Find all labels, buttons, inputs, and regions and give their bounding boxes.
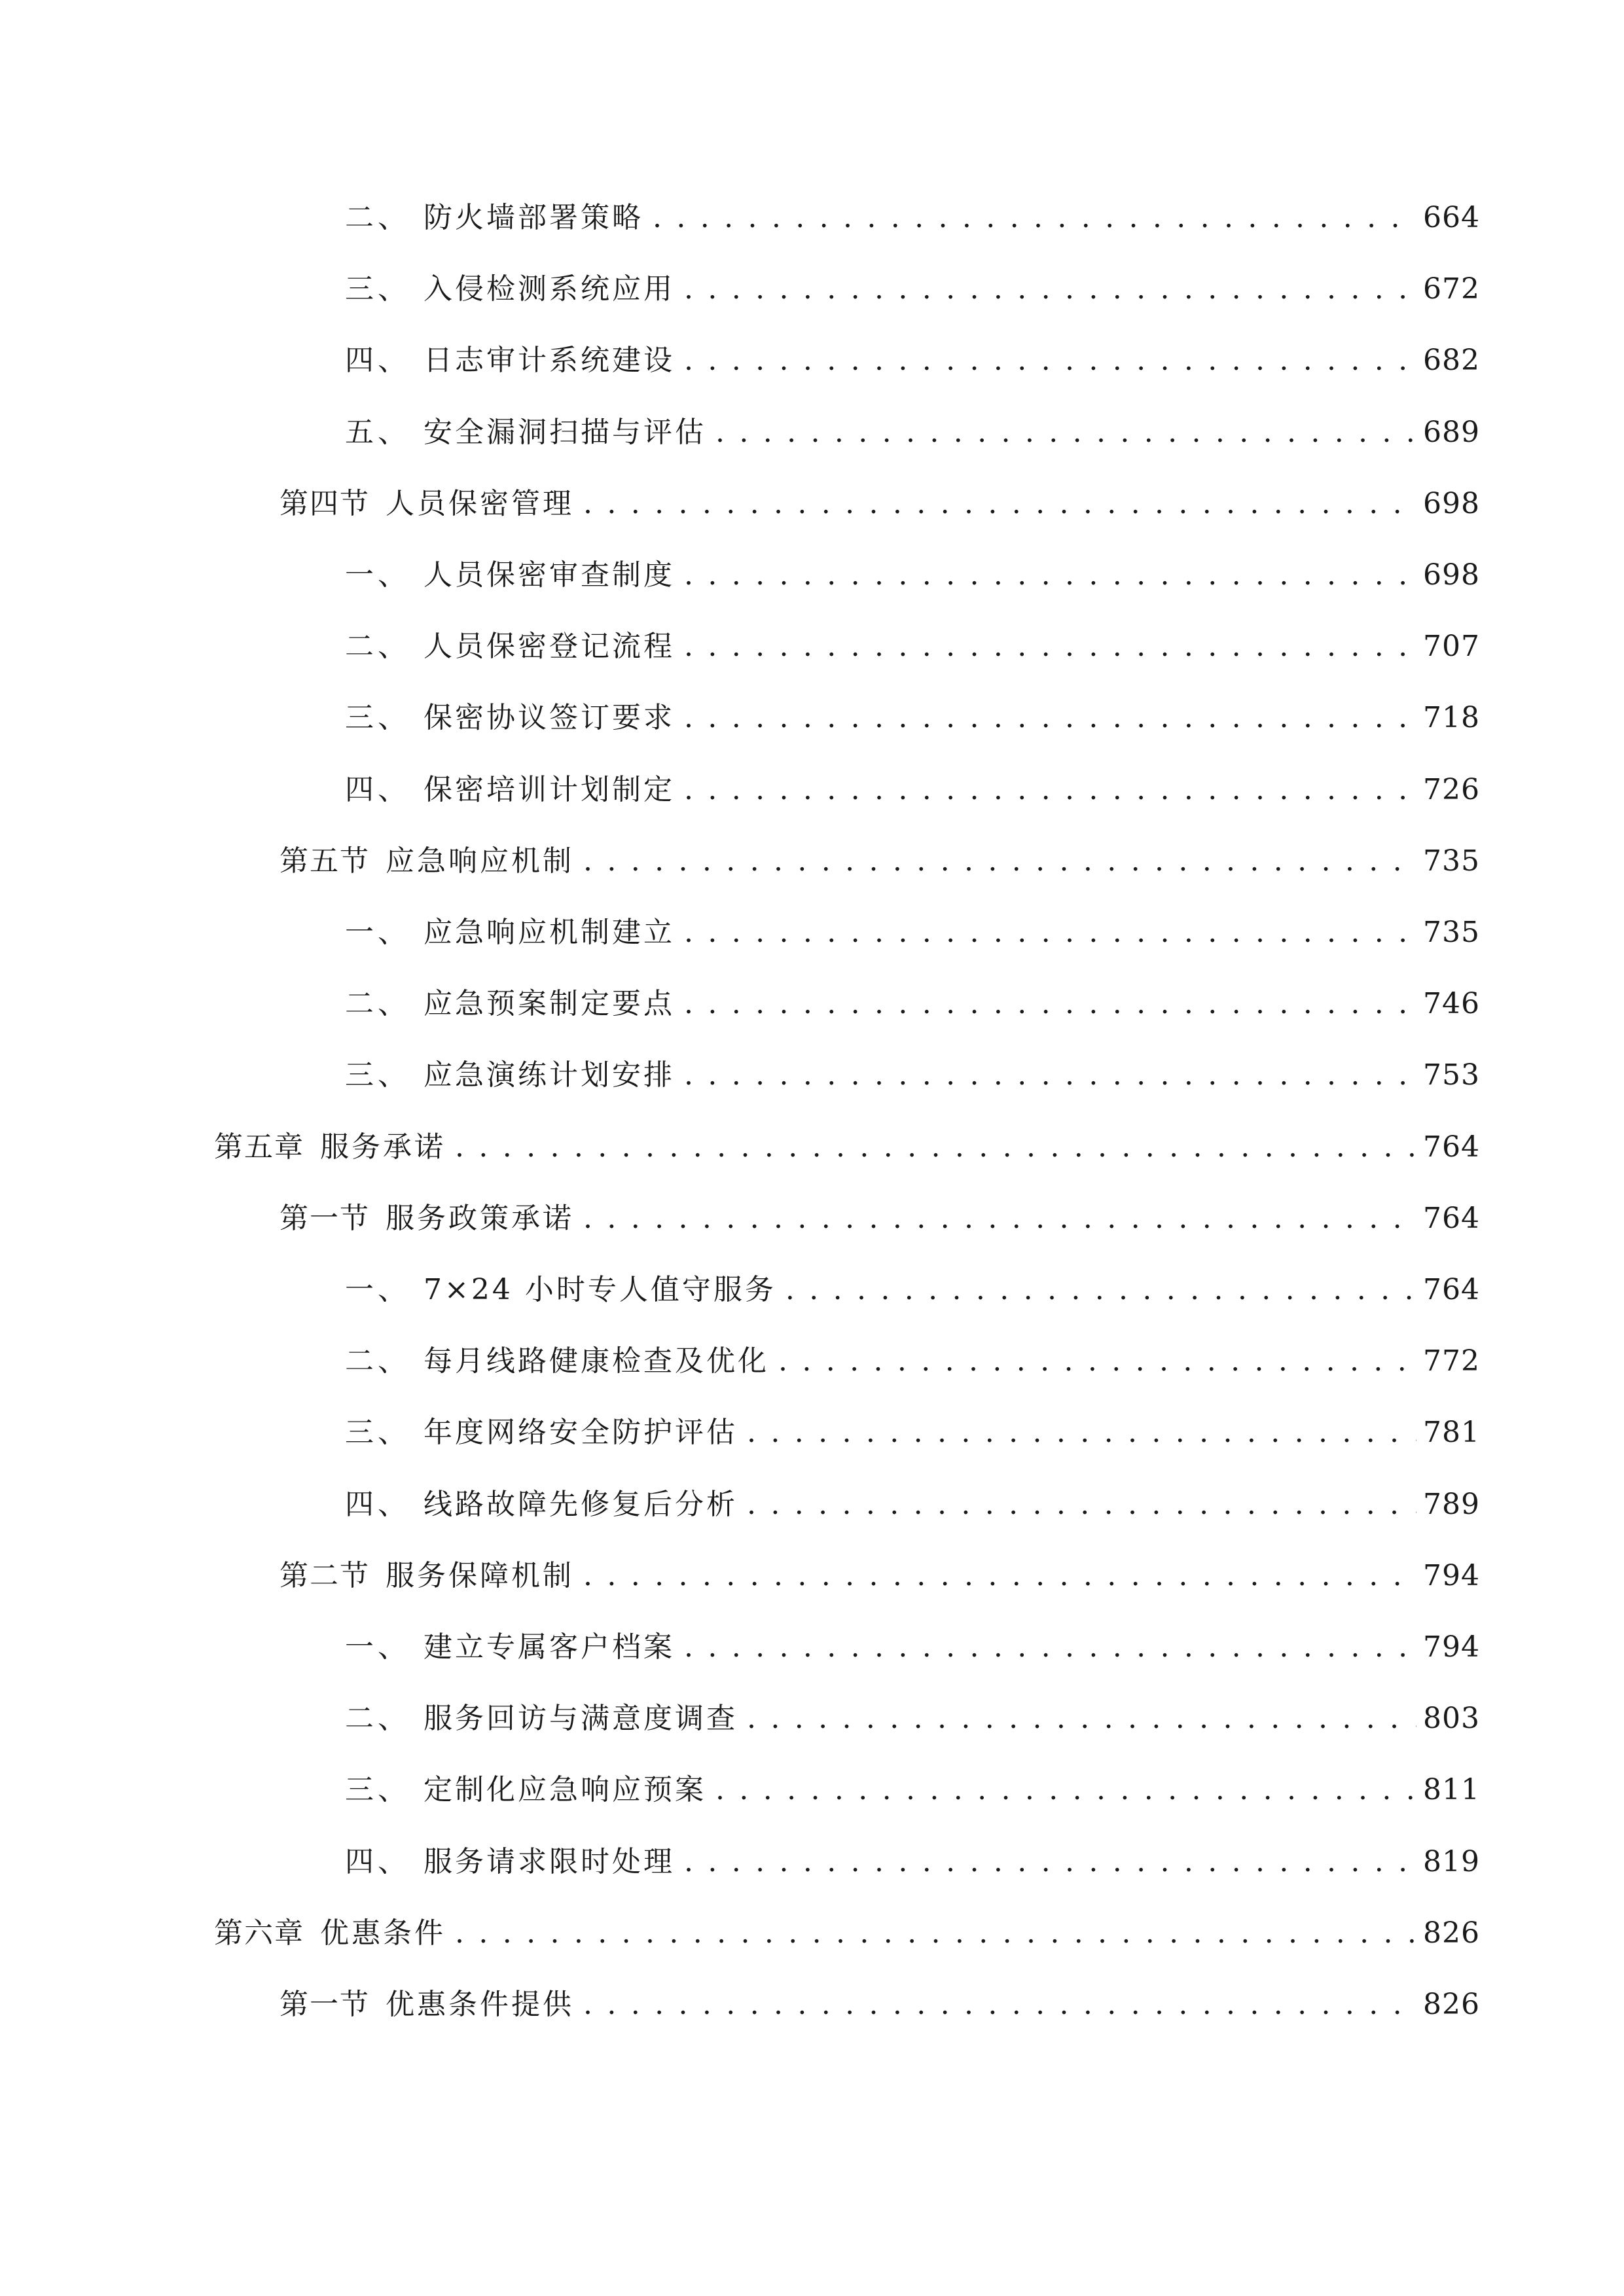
toc-entry[interactable] (280, 832, 1480, 891)
toc-entry-page-number: 726 (1423, 772, 1480, 806)
toc-entry-page-number: 781 (1423, 1416, 1480, 1450)
toc-entry-page-number: 718 (1423, 701, 1480, 735)
toc-dot-leader (583, 1547, 1416, 1605)
toc-entry-title: 优惠条件 (320, 1916, 446, 1950)
toc-entry-page-number: 803 (1423, 1702, 1480, 1736)
toc-entry-number: 一、 (345, 1273, 410, 1306)
toc-entry[interactable] (345, 975, 1480, 1033)
toc-entry[interactable] (345, 1261, 1480, 1319)
toc-entry-number: 二、 (345, 1702, 410, 1736)
toc-entry-title: 服务保障机制 (386, 1558, 574, 1592)
toc-entry[interactable] (345, 761, 1480, 819)
toc-dot-leader (747, 1403, 1416, 1462)
toc-dot-leader (583, 832, 1416, 891)
toc-entry[interactable] (280, 1975, 1480, 2034)
toc-entry-page-number: 764 (1423, 1130, 1480, 1164)
toc-entry-title: 保密协议签订要求 (424, 701, 675, 735)
toc-entry-number: 四、 (345, 1844, 410, 1878)
toc-entry-title: 保密培训计划制定 (424, 772, 675, 806)
toc-entry-number: 三、 (345, 701, 410, 735)
toc-dot-leader (785, 1261, 1416, 1319)
toc-entry-title: 人员保密登记流程 (424, 630, 675, 664)
toc-dot-leader (684, 331, 1416, 390)
toc-entry-number: 三、 (345, 1058, 410, 1092)
toc-entry-number: 第一节 (280, 1201, 370, 1235)
toc-dot-leader (684, 617, 1416, 676)
toc-entry-number: 四、 (345, 1487, 410, 1521)
toc-entry-page-number: 707 (1423, 630, 1480, 664)
toc-entry-title: 服务承诺 (320, 1130, 446, 1164)
toc-dot-leader (684, 260, 1416, 319)
toc-entry-page-number: 664 (1423, 201, 1480, 234)
toc-entry-title: 应急响应机制 (386, 844, 574, 878)
toc-entry-title: 服务回访与满意度调查 (424, 1702, 738, 1736)
toc-dot-leader (455, 1904, 1416, 1963)
toc-entry-number: 一、 (345, 1630, 410, 1664)
toc-entry-number: 四、 (345, 344, 410, 378)
toc-entry-title: 应急响应机制建立 (424, 916, 675, 949)
toc-dot-leader (747, 1475, 1416, 1534)
toc-entry[interactable] (345, 403, 1480, 462)
toc-entry[interactable] (345, 1332, 1480, 1391)
toc-entry[interactable] (345, 1046, 1480, 1105)
toc-dot-leader (684, 689, 1416, 747)
toc-entry[interactable] (345, 1761, 1480, 1820)
toc-entry-page-number: 682 (1423, 344, 1480, 378)
toc-dot-leader (583, 1189, 1416, 1248)
toc-dot-leader (684, 546, 1416, 605)
toc-entry-number: 第一节 (280, 1988, 370, 2021)
toc-entry-title: 应急演练计划安排 (424, 1058, 675, 1092)
toc-entry[interactable] (345, 1475, 1480, 1534)
toc-entry-page-number: 794 (1423, 1558, 1480, 1592)
toc-entry-page-number: 826 (1423, 1916, 1480, 1950)
toc-entry-number: 第六章 (214, 1916, 304, 1950)
toc-entry-number: 二、 (345, 201, 410, 234)
toc-entry-page-number: 764 (1423, 1273, 1480, 1306)
toc-entry[interactable] (345, 546, 1480, 605)
toc-entry-page-number: 753 (1423, 1058, 1480, 1092)
toc-entry-number: 三、 (345, 272, 410, 306)
toc-entry-number: 第二节 (280, 1558, 370, 1592)
toc-dot-leader (715, 403, 1416, 462)
toc-dot-leader (684, 903, 1416, 962)
toc-entry-title: 7×24 小时专人值守服务 (424, 1273, 776, 1306)
toc-entry[interactable] (345, 689, 1480, 747)
toc-entry[interactable] (345, 1689, 1480, 1748)
toc-entry-title: 优惠条件提供 (386, 1988, 574, 2021)
toc-entry-page-number: 735 (1423, 916, 1480, 949)
toc-entry-number: 第五章 (214, 1130, 304, 1164)
toc-entry-number: 二、 (345, 630, 410, 664)
toc-entry-number: 一、 (345, 558, 410, 592)
toc-dot-leader (684, 975, 1416, 1033)
toc-entry[interactable] (214, 1118, 1480, 1177)
toc-entry[interactable] (345, 903, 1480, 962)
toc-entry[interactable] (280, 1189, 1480, 1248)
toc-entry[interactable] (345, 188, 1480, 247)
toc-entry-title: 建立专属客户档案 (424, 1630, 675, 1664)
toc-dot-leader (778, 1332, 1416, 1391)
toc-entry-page-number: 764 (1423, 1201, 1480, 1235)
toc-entry-number: 第四节 (280, 486, 370, 520)
toc-entry-title: 防火墙部署策略 (424, 201, 643, 234)
toc-entry[interactable] (280, 475, 1480, 533)
toc-entry-number: 五、 (345, 415, 410, 449)
toc-entry-page-number: 794 (1423, 1630, 1480, 1664)
toc-entry-page-number: 826 (1423, 1988, 1480, 2021)
toc-entry[interactable] (345, 617, 1480, 676)
toc-dot-leader (583, 475, 1416, 533)
toc-entry-number: 二、 (345, 987, 410, 1021)
toc-entry-page-number: 698 (1423, 486, 1480, 520)
toc-entry-page-number: 789 (1423, 1487, 1480, 1521)
toc-entry-number: 三、 (345, 1773, 410, 1807)
toc-entry[interactable] (345, 260, 1480, 319)
toc-dot-leader (684, 1046, 1416, 1105)
toc-dot-leader (747, 1689, 1416, 1748)
toc-entry[interactable] (345, 1833, 1480, 1892)
toc-entry-title: 线路故障先修复后分析 (424, 1487, 738, 1521)
toc-entry-title: 定制化应急响应预案 (424, 1773, 706, 1807)
toc-entry-title: 服务请求限时处理 (424, 1844, 675, 1878)
toc-entry-title: 入侵检测系统应用 (424, 272, 675, 306)
toc-entry[interactable] (214, 1904, 1480, 1963)
toc-entry-page-number: 735 (1423, 844, 1480, 878)
toc-entry-title: 每月线路健康检查及优化 (424, 1344, 769, 1378)
toc-entry-title: 服务政策承诺 (386, 1201, 574, 1235)
toc-entry-page-number: 698 (1423, 558, 1480, 592)
toc-entry-title: 人员保密审查制度 (424, 558, 675, 592)
toc-entry-page-number: 772 (1423, 1344, 1480, 1378)
toc-entry-title: 人员保密管理 (386, 486, 574, 520)
toc-entry-number: 四、 (345, 772, 410, 806)
toc-entry[interactable] (345, 1618, 1480, 1677)
toc-dot-leader (455, 1118, 1416, 1177)
toc-entry-number: 一、 (345, 916, 410, 949)
toc-dot-leader (684, 1618, 1416, 1677)
toc-entry-page-number: 672 (1423, 272, 1480, 306)
toc-dot-leader (684, 761, 1416, 819)
toc-entry-number: 二、 (345, 1344, 410, 1378)
toc-dot-leader (653, 188, 1416, 247)
toc-entry-title: 日志审计系统建设 (424, 344, 675, 378)
toc-dot-leader (715, 1761, 1416, 1820)
toc-entry-page-number: 811 (1423, 1773, 1480, 1807)
toc-entry-page-number: 689 (1423, 415, 1480, 449)
toc-entry-title: 应急预案制定要点 (424, 987, 675, 1021)
toc-entry-number: 第五节 (280, 844, 370, 878)
toc-entry-number: 三、 (345, 1416, 410, 1450)
toc-dot-leader (583, 1975, 1416, 2034)
toc-entry[interactable] (345, 1403, 1480, 1462)
toc-entry[interactable] (280, 1547, 1480, 1605)
toc-entry-page-number: 746 (1423, 987, 1480, 1021)
toc-dot-leader (684, 1833, 1416, 1892)
toc-entry-title: 年度网络安全防护评估 (424, 1416, 738, 1450)
toc-entry[interactable] (345, 331, 1480, 390)
toc-entry-page-number: 819 (1423, 1844, 1480, 1878)
toc-entry-title: 安全漏洞扫描与评估 (424, 415, 706, 449)
